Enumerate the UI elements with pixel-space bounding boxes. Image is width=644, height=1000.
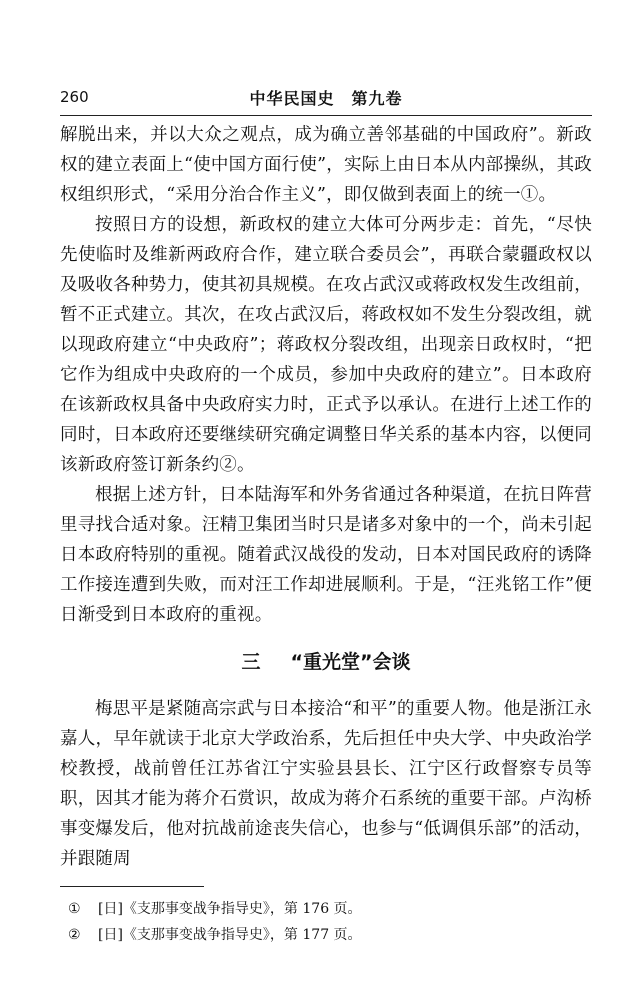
page-number: 260 (60, 88, 89, 106)
footnote-text: [日]《支那事变战争指导史》，第 177 页。 (98, 927, 362, 943)
section-heading (60, 647, 592, 677)
footnotes (68, 896, 588, 948)
section-number: 三 (241, 651, 261, 673)
section-title: “重光堂”会谈 (290, 651, 411, 673)
page-header (60, 86, 592, 108)
body-text (60, 120, 592, 874)
footnote (68, 922, 588, 948)
paragraph: 梅思平是紧随高宗武与日本接洽“和平”的重要人物。他是浙江永嘉人，早年就读于北京大学政治系，先后担任中央大学、中央政治学校教授，战前曾任江苏省江宁实验县县长、江宁区行政督察专员等职，因其才能为蒋介石赏识，故成为蒋介石系统的重要干部。卢沟桥事变爆发后，他对抗战前途丧失信心，也参与“低调俱乐部”的活动，并跟随周 (60, 699, 592, 869)
footnote (68, 896, 588, 922)
footnote-mark: ② (68, 927, 81, 943)
footnote-text: [日]《支那事变战争指导史》，第 176 页。 (98, 901, 362, 917)
footnote-mark: ① (68, 901, 81, 917)
footnote-rule (60, 886, 204, 887)
paragraph-continued: 解脱出来，并以大众之观点，成为确立善邻基础的中国政府”。新政权的建立表面上“使中国方面行使”，实际上由日本从内部操纵，其政权组织形式，“采用分治合作主义”，即仅做到表面上的统一①。 (60, 125, 592, 205)
paragraph: 根据上述方针，日本陆海军和外务省通过各种渠道，在抗日阵营里寻找合适对象。汪精卫集团当时只是诸多对象中的一个，尚未引起日本政府特别的重视。随着武汉战役的发动，日本对国民政府的诱降工作接连遭到失败，而对汪工作却进展顺利。于是，“汪兆铭工作”便日渐受到日本政府的重视。 (60, 485, 592, 625)
running-head: 中华民国史 第九卷 (249, 89, 403, 108)
header-rule (60, 115, 592, 116)
paragraph: 按照日方的设想，新政权的建立大体可分两步走：首先，“尽快先使临时及维新两政府合作，建立联合委员会”，再联合蒙疆政权以及吸收各种势力，使其初具规模。在攻占武汉或蒋政权发生改组前，暂不正式建立。其次，在攻占武汉后，蒋政权如不发生分裂改组，就以现政府建立“中央政府”；蒋政权分裂改组，出现亲日政权时，“把它作为组成中央政府的一个成员，参加中央政府的建立”。日本政府在该新政权具备中央政府实力时，正式予以承认。在进行上述工作的同时，日本政府还要继续研究确定调整日华关系的基本内容，以便同该新政府签订新条约②。 (60, 215, 592, 475)
